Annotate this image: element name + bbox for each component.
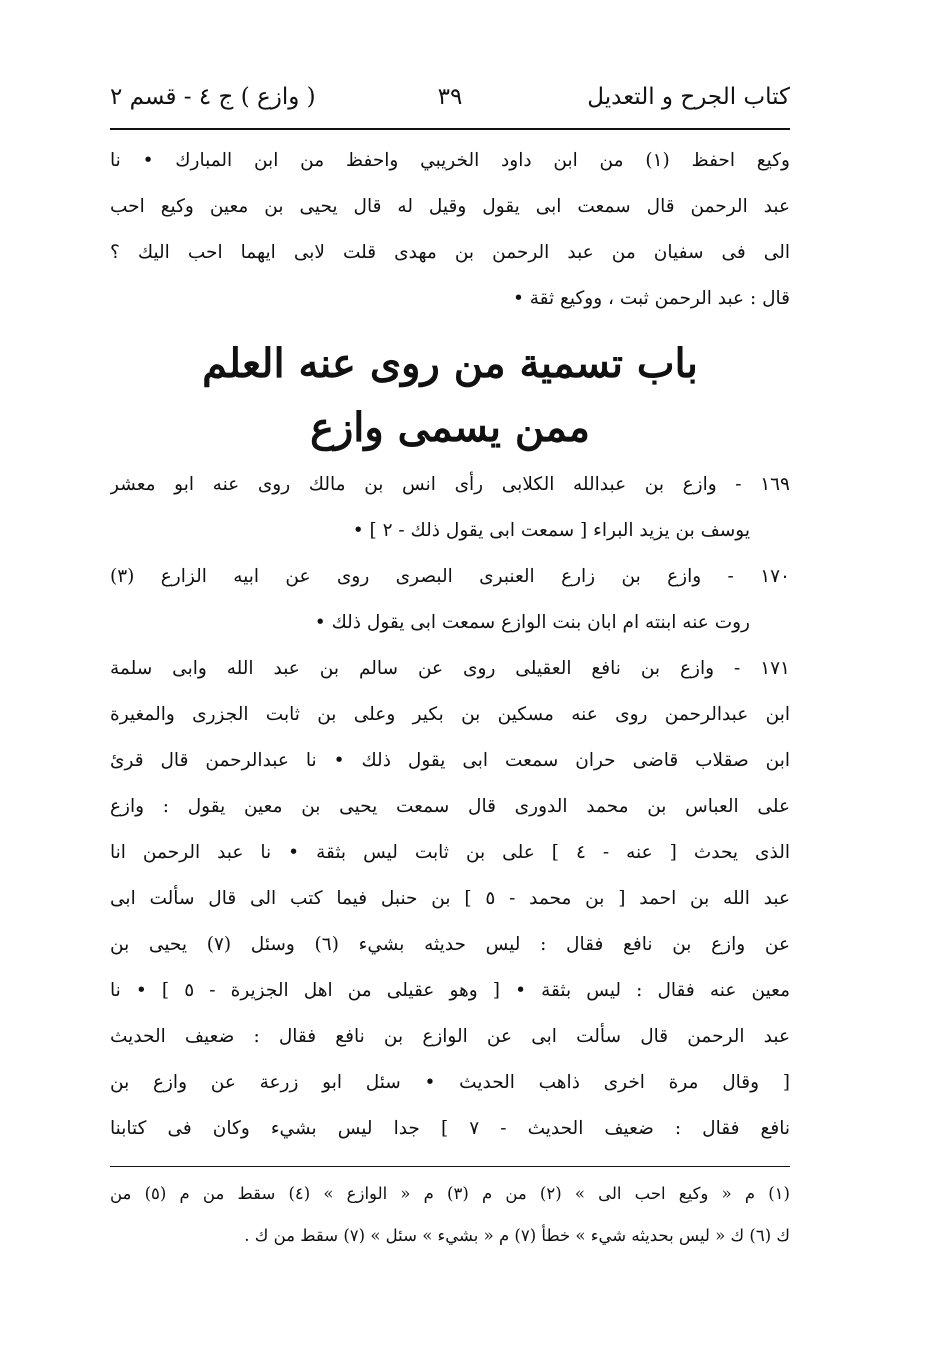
page-number: ٣٩	[437, 84, 463, 110]
entry-171	[110, 646, 790, 1152]
volume-info: ( وازع ) ج ٤ - قسم ٢	[110, 84, 316, 110]
entry-170	[110, 554, 790, 646]
footnote-rule	[110, 1166, 790, 1167]
entry-line: ١٦٩ - وازع بن عبدالله الكلابى رأى انس بن مالك روى عنه ابو معشر	[110, 474, 790, 495]
footnotes	[110, 1173, 790, 1257]
entry-line: عن وازع بن نافع فقال : ليس حديثه بشيء (٦) وسئل (٧) يحيى بن	[110, 934, 790, 955]
book-title: كتاب الجرح و التعديل	[587, 84, 790, 110]
entry-line: عبد الرحمن قال سألت ابى عن الوازع بن نافع فقال : ضعيف الحديث	[110, 1026, 790, 1047]
entry-line: نافع فقال : ضعيف الحديث - ٧ ] جدا ليس بشيء وكان فى كتابنا	[110, 1118, 790, 1139]
entry-line: يوسف بن يزيد البراء [ سمعت ابى يقول ذلك - ٢ ] •	[352, 520, 750, 541]
text-line: وكيع احفظ (١) من ابن داود الخريبي واحفظ من ابن المبارك • نا	[110, 150, 790, 171]
entry-line: ١٧٠ - وازع بن زارع العنبرى البصرى روى عن ابيه الزارع (٣)	[110, 566, 790, 587]
entry-line: ابن صقلاب قاضى حران سمعت ابى يقول ذلك • نا عبدالرحمن قال قرئ	[110, 750, 790, 771]
intro-paragraph	[110, 138, 790, 322]
page	[110, 70, 790, 1257]
entry-line: عبد الله بن احمد [ بن محمد - ٥ ] بن حنبل فيما كتب الى قال سألت ابى	[110, 888, 790, 909]
entry-line: ابن عبدالرحمن روى عنه مسكين بن بكير وعلى بن ثابت الجزرى والمغيرة	[110, 704, 790, 725]
section-heading-line-1: باب تسمية من روى عنه العلم	[202, 340, 698, 387]
footnote-line: ك (٦) ك « ليس بحديثه شيء » خطأ (٧) م « بشيء » سئل » (٧) سقط من ك .	[244, 1226, 790, 1245]
header-rule	[110, 128, 790, 130]
footnote-line: (١) م « وكيع احب الى » (٢) من م (٣) م « الوازع » (٤) سقط من م (٥) من	[110, 1184, 790, 1203]
text-line: قال : عبد الرحمن ثبت ، ووكيع ثقة •	[512, 288, 790, 309]
running-header	[110, 70, 790, 124]
text-line: الى فى سفيان من عبد الرحمن بن مهدى قلت لابى ايهما احب اليك ؟	[110, 242, 790, 263]
entry-line: على العباس بن محمد الدورى قال سمعت يحيى بن معين يقول : وازع	[110, 796, 790, 817]
entry-line: معين عنه فقال : ليس بثقة • [ وهو عقيلى من اهل الجزيرة - ٥ ] • نا	[110, 980, 790, 1001]
entry-169	[110, 462, 790, 554]
text-line: عبد الرحمن قال سمعت ابى يقول وقيل له قال يحيى بن معين وكيع احب	[110, 196, 790, 217]
entry-line: [ وقال مرة اخرى ذاهب الحديث • سئل ابو زرعة عن وازع بن	[110, 1072, 790, 1093]
section-heading-line-2: ممن يسمى وازع	[310, 404, 590, 451]
entry-line: ١٧١ - وازع بن نافع العقيلى روى عن سالم بن عبد الله وابى سلمة	[110, 658, 790, 679]
entry-line: الذى يحدث [ عنه - ٤ ] على بن ثابت ليس بثقة • نا عبد الرحمن انا	[110, 842, 790, 863]
entry-line: روت عنه ابنته ام ابان بنت الوازع سمعت ابى يقول ذلك •	[314, 612, 750, 633]
